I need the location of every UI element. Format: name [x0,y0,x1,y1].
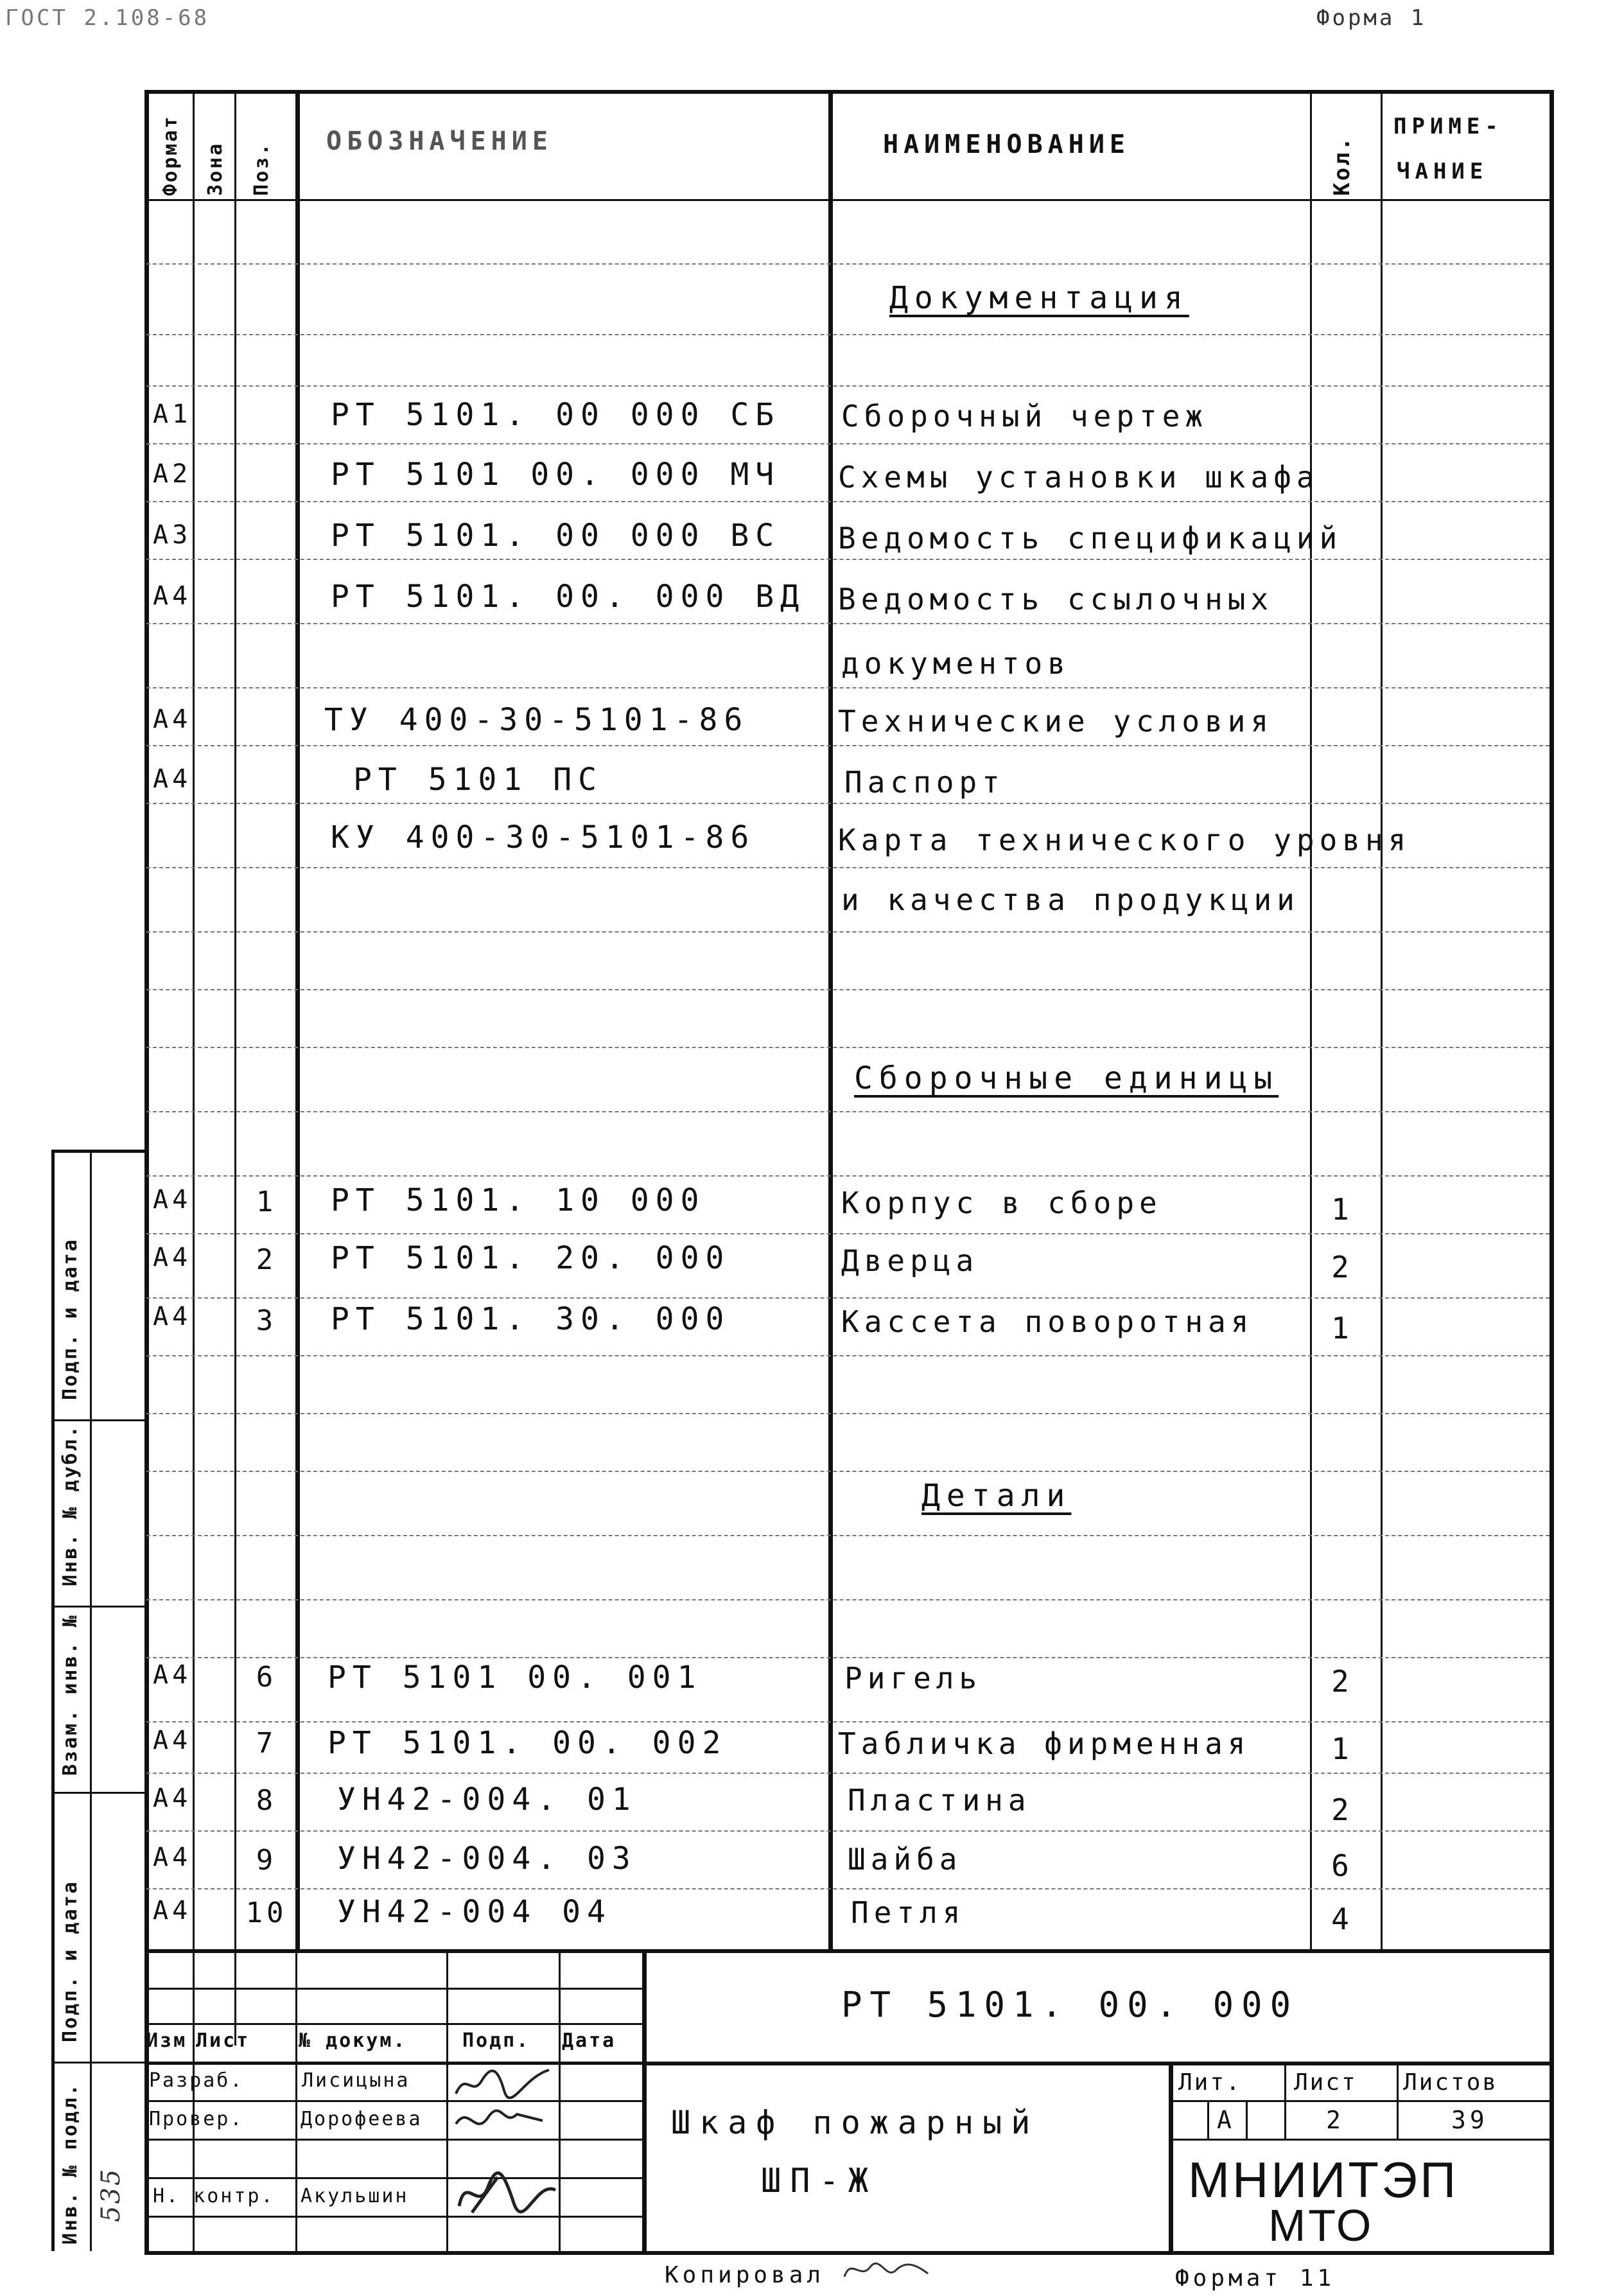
row-designation: РТ 5101. 10 000 [331,1182,706,1218]
row-name: Пластина [848,1783,1031,1818]
row-qty: 1 [1331,1192,1353,1227]
row-designation: РТ 5101. 30. 000 [331,1301,731,1337]
row-format: А4 [153,1660,192,1690]
header-pos: Поз. [250,141,273,196]
header-format: Формат [159,114,182,196]
row-name: Шайба [848,1842,963,1877]
row-format: А4 [153,764,192,794]
footer-copied: Копировал [665,2262,825,2288]
side-podp-data-2: Подп. и дата [59,1880,82,2042]
row-designation: РТ 5101 00. 001 [327,1660,703,1696]
row-name: Сборочный чертеж [841,399,1209,434]
header-zone: Зона [204,141,227,196]
row-pos: 8 [256,1784,277,1817]
row-qty: 1 [1331,1311,1353,1345]
row-pos: 10 [245,1897,288,1929]
row-qty: 2 [1331,1792,1353,1827]
row-format: А4 [153,1726,192,1755]
side-inv-number: 535 [96,2167,126,2222]
role-prover: Провер. [149,2108,244,2130]
role-razrab: Разраб. [149,2069,244,2092]
row-designation: РТ 5101. 20. 000 [331,1240,731,1276]
row-name: Технические условия [838,704,1274,739]
row-format: А3 [153,520,192,550]
row-designation: РТ 5101 00. 000 МЧ [331,457,781,493]
row-name: документов [841,646,1070,681]
section-assemblies: Сборочные единицы [854,1060,1279,1096]
row-pos: 7 [256,1727,277,1760]
row-format: А4 [153,1783,192,1813]
row-pos: 9 [256,1844,277,1877]
org-line-1: МНИИТЭП [1188,2151,1459,2208]
row-name: Корпус в сборе [841,1186,1162,1220]
row-pos: 1 [256,1186,277,1218]
row-format: А4 [153,1302,192,1331]
row-pos: 6 [256,1661,277,1694]
row-qty: 2 [1331,1664,1353,1699]
corner-gost-mark: ГОСТ 2.108-68 [5,5,210,31]
signature-razrab [453,2065,555,2106]
row-format: А4 [153,581,192,611]
row-format: А4 [153,1243,192,1272]
header-note-2: ЧАНИЕ [1397,159,1488,184]
row-format: А1 [153,399,192,429]
row-pos: 2 [256,1243,277,1276]
row-designation: РТ 5101. 00 000 ВС [331,518,781,554]
row-name: Схемы установки шкафа [838,460,1320,495]
row-format: А2 [153,459,192,489]
header-name: НАИМЕНОВАНИЕ [883,130,1130,159]
row-designation: ТУ 400-30-5101-86 [324,702,749,738]
signature-prover [453,2101,555,2143]
row-designation: УН42-004. 03 [337,1841,637,1877]
row-pos: 3 [256,1304,277,1337]
row-name: и качества продукции [841,882,1300,917]
row-qty: 2 [1331,1250,1353,1284]
sheet-value: 2 [1326,2106,1345,2134]
row-designation: РТ 5101. 00. 002 [327,1725,728,1761]
row-designation: РТ 5101. 00. 000 ВД [331,579,806,615]
side-inv-dubl: Инв. № дубл. [59,1424,82,1586]
lit-label: Лит. [1178,2069,1242,2096]
row-name: Табличка фирменная [838,1726,1251,1761]
row-designation: РТ 5101 ПС [353,762,603,798]
title-line-2: ШП-Ж [761,2162,878,2200]
side-podp-data-1: Подп. и дата [59,1238,82,1400]
header-note-1: ПРИМЕ- [1393,114,1503,139]
row-name: Паспорт [844,765,1005,800]
row-format: А4 [153,1896,192,1925]
corner-form-mark: Форма 1 [1316,5,1427,31]
row-name: Ригель [844,1661,982,1696]
footer-format: Формат 11 [1175,2265,1336,2292]
section-documentation: Документация [889,280,1189,316]
row-name: Ведомость ссылочных [838,582,1274,617]
row-name: Дверца [841,1243,979,1278]
row-format: А4 [153,1185,192,1214]
row-format: А4 [153,1843,192,1872]
row-designation: КУ 400-30-5101-86 [331,819,756,855]
row-name: Петля [851,1895,966,1930]
col-list: Лист [196,2029,250,2052]
col-podp: Подп. [462,2029,530,2052]
name-nkontr: Акульшин [301,2185,409,2207]
row-qty: 4 [1331,1902,1353,1936]
row-format: А4 [153,705,192,734]
row-name: Кассета поворотная [841,1304,1254,1339]
copier-signature [841,2251,931,2292]
row-name: Карта технического уровня [838,823,1411,857]
sheets-value: 39 [1451,2106,1488,2134]
sheet-label: Лист [1294,2069,1357,2096]
header-designation: ОБОЗНАЧЕНИЕ [326,127,553,156]
row-designation: УН42-004. 01 [337,1782,637,1818]
row-name: Ведомость спецификаций [838,521,1343,556]
document-code: РТ 5101. 00. 000 [841,1985,1299,2025]
side-inv-podl: Инв. № подл. [59,2082,82,2245]
row-qty: 1 [1331,1731,1353,1766]
name-razrab: Лисицына [302,2069,410,2092]
section-parts: Детали [921,1478,1072,1514]
signature-nkontr [453,2168,562,2222]
col-data: Дата [562,2029,616,2052]
row-qty: 6 [1331,1848,1353,1883]
org-line-2: МТО [1268,2200,1374,2250]
col-izm: Изм [146,2029,188,2052]
row-designation: РТ 5101. 00 000 СБ [331,397,781,433]
lit-value: А [1217,2106,1235,2134]
col-doc: № докум. [299,2029,407,2052]
side-vzam-inv: Взам. инв. № [59,1613,82,1776]
role-nkontr: Н. контр. [153,2185,275,2207]
title-line-1: Шкаф пожарный [671,2104,1040,2141]
header-qty: Кол. [1329,136,1355,196]
sheets-label: Листов [1403,2069,1499,2096]
row-designation: УН42-004 04 [337,1894,612,1930]
name-prover: Дорофеева [301,2108,423,2130]
